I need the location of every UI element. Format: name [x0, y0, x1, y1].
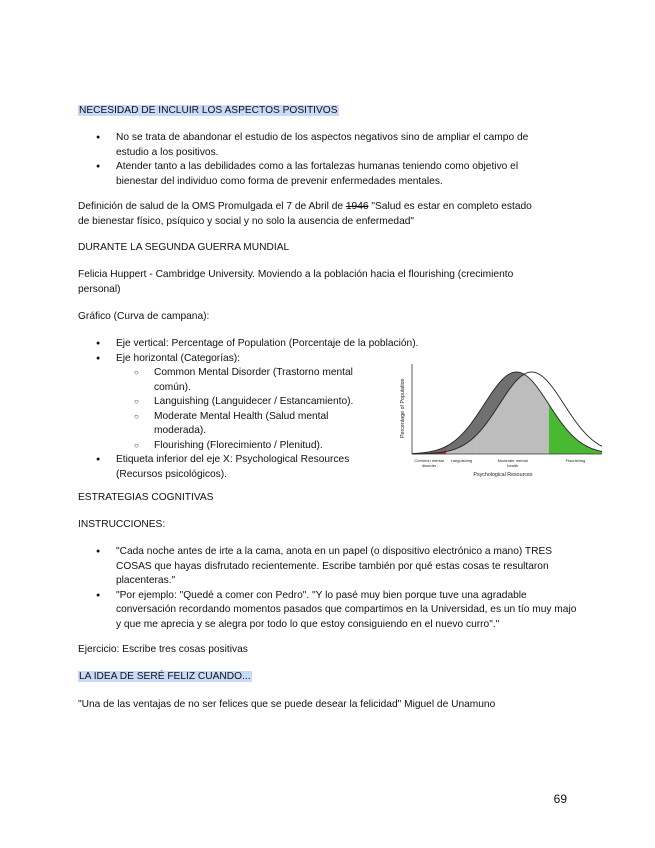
category-item: ○ Common Mental Disorder (Trastorno mental común).	[116, 366, 359, 395]
list-item: ● Atender tanto a las debilidades como a las fortalezas humanas teniendo como objetivo el bienestar del individuo como forma de prevenir enfermedades mentales.	[78, 160, 558, 189]
list-item: ● Eje horizontal (Categorías): ○ Common Mental Disorder (Trastorno mental común). ○ Languishing (Languidecer / Estancamiento). ○ Moderate Mental Health (Salud mental moderada). ○ Flourishing (Florecimiento / Plenitud).	[78, 352, 378, 454]
x-tick-label: Moderate mental	[497, 458, 528, 463]
list-item: ● No se trata de abandonar el estudio de los aspectos negativos sino de ampliar el campo de estudio a los positivos.	[78, 131, 558, 160]
y-axis-label: Percentage of Population	[400, 378, 406, 438]
struck-year: 1946	[345, 201, 369, 212]
bullet-list-instructions	[78, 545, 578, 632]
list-item: ● Etiqueta inferior del eje X: Psychological Resources (Recursos psicológicos).	[78, 453, 366, 482]
region-3	[549, 404, 602, 454]
heading-instructions: INSTRUCCIONES:	[78, 519, 166, 530]
category-item: ○ Moderate Mental Health (Salud mental moderada).	[116, 410, 359, 439]
page-number: 69	[553, 792, 567, 806]
unamuno-quote: "Una de las ventajas de no ser felices que se puede desear la felicidad" Miguel de Unamuno	[78, 699, 496, 710]
heading-cognitive-strategies: ESTRATEGIAS COGNITIVAS	[78, 492, 214, 503]
x-axis-label: Psychological Resources	[473, 472, 533, 478]
chart-caption: Gráfico (Curva de campana):	[78, 311, 210, 322]
x-tick-label: Flourishing	[565, 458, 586, 463]
chart-description-list	[78, 337, 419, 482]
who-definition: Definición de salud de la OMS Promulgada el 7 de Abril de 1946 "Salud es estar en completo estado de bienestar físico, psíquico y social y no solo la ausencia de enfermedad"	[78, 201, 532, 227]
bell-curve-chart	[396, 362, 606, 482]
huppert-paragraph: Felicia Huppert - Cambridge University. Moviendo a la población hacia el flourishing (crecimiento personal)	[78, 269, 514, 295]
x-tick-label: health	[507, 463, 519, 468]
list-item: ● Eje vertical: Percentage of Population (Porcentaje de la población).	[78, 337, 446, 352]
heading-positive-aspects: NECESIDAD DE INCLUIR LOS ASPECTOS POSITIVOS	[79, 105, 338, 116]
category-item: ○ Flourishing (Florecimiento / Plenitud).	[116, 439, 378, 454]
bullet-list-positive-aspects	[78, 131, 558, 189]
heading-happy-when: LA IDEA DE SERÉ FELIZ CUANDO...	[79, 671, 251, 682]
list-item: ● "Por ejemplo: "Quedé a comer con Pedro". "Y lo pasé muy bien porque tuve una agradable conversación recordando momentos pasados que compartimos en la Universidad, es un tío muy majo y que me aprecia y se alegra por todo lo que estoy consiguiendo en el nuevo curro"."	[78, 589, 578, 633]
exercise-text: Ejercicio: Escribe tres cosas positivas	[78, 644, 248, 655]
heading-second-world-war: DURANTE LA SEGUNDA GUERRA MUNDIAL	[78, 242, 290, 253]
category-item: ○ Languishing (Languidecer / Estancamiento).	[116, 395, 389, 410]
x-tick-label: Common mental	[414, 458, 444, 463]
x-tick-label: Languishing	[450, 458, 473, 463]
list-item: ● "Cada noche antes de irte a la cama, anota en un papel (o dispositivo electrónico a mano) TRES COSAS que hayas disfrutado recientemente. Escribe también por qué estas cosas te resultaron placenteras."	[78, 545, 578, 589]
x-tick-label: disorder	[421, 463, 437, 468]
